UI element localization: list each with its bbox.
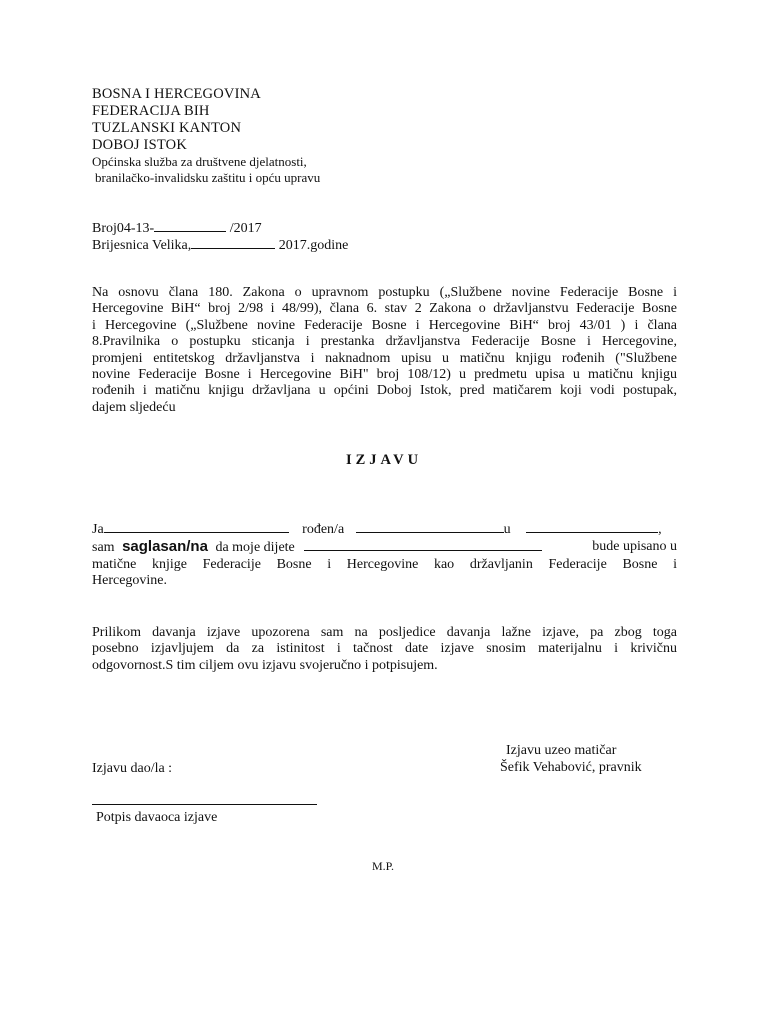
child-label: da moje dijete — [215, 540, 295, 555]
reference-suffix: /2017 — [226, 221, 262, 236]
signature-line[interactable] — [92, 804, 317, 805]
in-label: u — [503, 522, 511, 537]
date-suffix: 2017.godine — [275, 238, 349, 253]
signature-label: Potpis davaoca izjave — [96, 810, 218, 825]
intro-paragraph — [92, 285, 677, 416]
reference-number — [92, 219, 262, 237]
reference-number-blank[interactable] — [154, 219, 226, 232]
birth-place-blank[interactable] — [526, 520, 658, 533]
declaration-line: Hercegovine. — [92, 573, 168, 589]
warning-line: odgovornost.S tim ciljem ovu izjavu svojeručno i potpisujem. — [92, 657, 438, 673]
intro-line: Hercegovine BiH“ broj 2/98 i 48/99), člana 6. stav 2 Zakona o državljanstvu Federacije Bosne — [92, 301, 677, 317]
declaration-line: matične knjige Federacije Bosne i Hercegovine kao državljanin Federacije Bosne i — [92, 557, 677, 572]
warning-paragraph — [92, 625, 677, 674]
intro-line: 8.Pravilnika o postupku sticanja i prestanka državljanstva Federacije Bosne i Hercegovine, — [92, 334, 677, 350]
declaration-continuation — [92, 557, 677, 590]
warning-line: posebno izjavljujem da za istinitost i tačnost date izjave snosim materijalnu i krivičnu — [92, 641, 677, 657]
intro-line: i Hercegovine („Službene novine Federacije Bosne i Hercegovine BiH“ broj 43/01 ) i člana — [92, 317, 677, 333]
name-blank[interactable] — [104, 520, 289, 533]
header-service-line2: branilačko-invalidsku zaštitu i opću upravu — [95, 170, 321, 185]
intro-line: novine Federacije Bosne i Hercegovine BiH" broj 108/12) u predmetu upisa u matičnu knjigu — [92, 367, 677, 383]
document-title: IZJAVU — [345, 452, 423, 468]
given-by-label: Izjavu dao/la : — [92, 761, 173, 776]
received-by-label: Izjavu uzeo matičar — [506, 743, 617, 758]
place-label: Brijesnica Velika, — [92, 238, 192, 253]
header-service-line1: Općinska služba za društvene djelatnosti, — [92, 154, 307, 169]
child-name-blank[interactable] — [304, 538, 542, 551]
declaration-line-2 — [92, 538, 677, 556]
ja-label: Ja — [92, 522, 104, 537]
intro-line: promjeni entitetskog državljanstva i naknadnom upisu u matičnu knjigu rođenih ("Službene — [92, 350, 677, 366]
birth-date-blank[interactable] — [356, 520, 504, 533]
sam-label: sam — [92, 540, 115, 555]
header-country: BOSNA I HERCEGOVINA — [92, 86, 261, 102]
header-municipality: DOBOJ ISTOK — [92, 137, 187, 153]
intro-line: rođenih i matičnu knjigu državljana u općini Doboj Istok, pred matičarem koji vodi postupak, — [92, 383, 677, 399]
reference-prefix: Broj04-13- — [92, 221, 155, 236]
official-name: Šefik Vehabović, pravnik — [500, 760, 642, 775]
born-label: rođen/a — [302, 522, 345, 537]
declaration-line-1 — [92, 520, 677, 538]
warning-line: Prilikom davanja izjave upozorena sam na posljedice davanja lažne izjave, pa zbog toga — [92, 625, 677, 640]
registered-label: bude upisano u — [592, 539, 677, 554]
header-canton: TUZLANSKI KANTON — [92, 120, 242, 136]
consent-word: saglasan/na — [122, 538, 208, 555]
comma: , — [658, 522, 662, 537]
stamp-placeholder: M.P. — [372, 859, 395, 873]
intro-line: Na osnovu člana 180. Zakona o upravnom postupku („Službene novine Federacije Bosne i — [92, 285, 677, 300]
date-blank[interactable] — [191, 236, 275, 249]
intro-line: dajem sljedeću — [92, 399, 176, 415]
header-federation: FEDERACIJA BIH — [92, 103, 210, 119]
place-date — [92, 236, 348, 254]
